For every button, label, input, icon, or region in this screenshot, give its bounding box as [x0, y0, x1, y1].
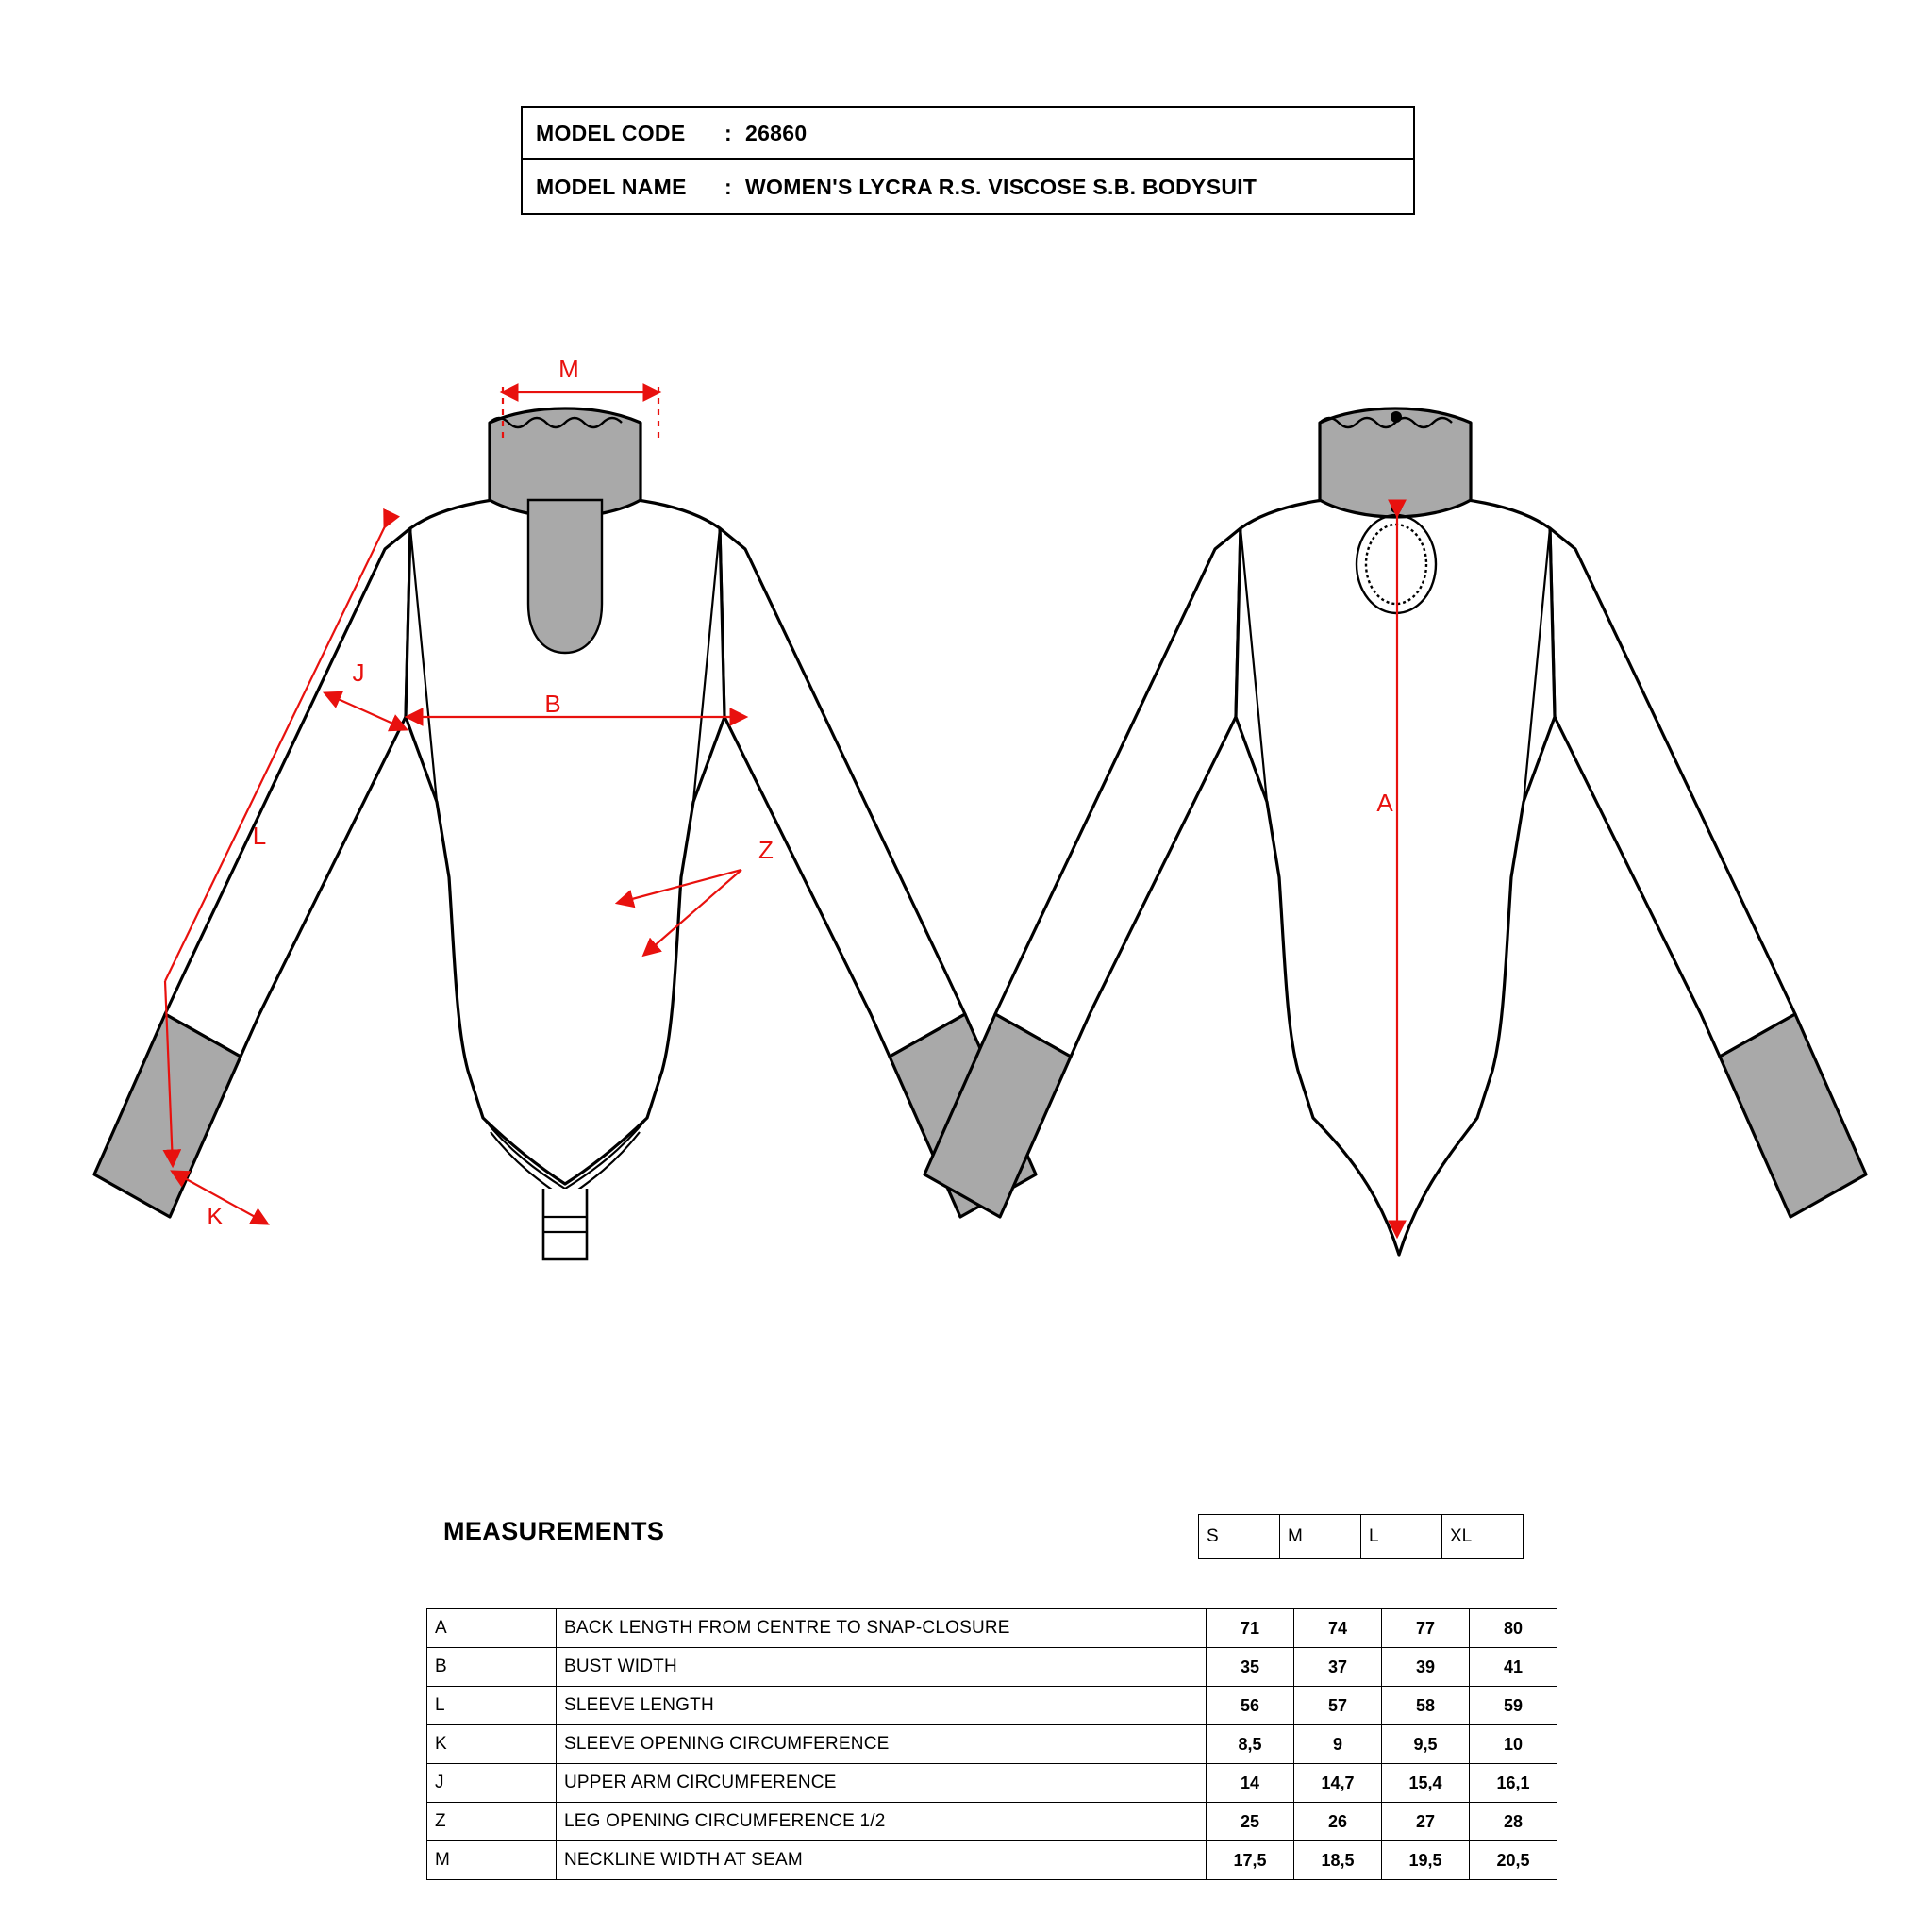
row-value-xl: 59 — [1470, 1687, 1557, 1725]
row-value-m: 18,5 — [1294, 1841, 1382, 1880]
model-name-row — [523, 160, 1413, 213]
measurements-title: MEASUREMENTS — [443, 1517, 665, 1545]
row-value-m: 14,7 — [1294, 1764, 1382, 1803]
size-header-xl: XL — [1442, 1515, 1524, 1559]
row-value-xl: 16,1 — [1470, 1764, 1557, 1803]
front-view-garment — [0, 311, 1036, 1259]
row-value-m: 26 — [1294, 1803, 1382, 1841]
back-button-bottom — [1391, 502, 1402, 513]
row-value-l: 77 — [1382, 1609, 1470, 1648]
label-a: A — [1376, 789, 1393, 817]
label-l: L — [252, 822, 267, 850]
model-name-value: WOMEN'S LYCRA R.S. VISCOSE S.B. BODYSUIT — [745, 174, 1257, 199]
size-header-m: M — [1280, 1515, 1361, 1559]
row-value-l: 9,5 — [1382, 1725, 1470, 1764]
table-row — [427, 1725, 1557, 1764]
row-code: B — [427, 1648, 557, 1687]
table-row — [427, 1803, 1557, 1841]
row-value-s: 25 — [1207, 1803, 1294, 1841]
model-code-label: MODEL CODE — [536, 120, 686, 145]
row-value-xl: 41 — [1470, 1648, 1557, 1687]
model-name-colon: : — [724, 174, 732, 199]
row-value-l: 58 — [1382, 1687, 1470, 1725]
table-row — [427, 1609, 1557, 1648]
label-k: K — [207, 1202, 224, 1230]
row-value-m: 74 — [1294, 1609, 1382, 1648]
row-value-s: 14 — [1207, 1764, 1294, 1803]
front-gusset — [543, 1189, 587, 1259]
row-value-m: 57 — [1294, 1687, 1382, 1725]
row-code: Z — [427, 1803, 557, 1841]
row-value-m: 37 — [1294, 1648, 1382, 1687]
model-code-row — [523, 108, 1413, 160]
row-code: M — [427, 1841, 557, 1880]
model-code-colon: : — [724, 120, 732, 145]
row-code: L — [427, 1687, 557, 1725]
size-header-s: S — [1199, 1515, 1280, 1559]
row-value-xl: 20,5 — [1470, 1841, 1557, 1880]
row-description: LEG OPENING CIRCUMFERENCE 1/2 — [557, 1803, 1207, 1841]
row-value-l: 39 — [1382, 1648, 1470, 1687]
row-value-l: 27 — [1382, 1803, 1470, 1841]
row-value-m: 9 — [1294, 1725, 1382, 1764]
row-value-s: 35 — [1207, 1648, 1294, 1687]
row-description: NECKLINE WIDTH AT SEAM — [557, 1841, 1207, 1880]
back-right-cuff — [1720, 1014, 1866, 1217]
label-m: M — [558, 355, 579, 383]
label-j: J — [352, 658, 365, 687]
size-header-row — [1199, 1515, 1524, 1559]
table-row — [427, 1841, 1557, 1880]
row-code: J — [427, 1764, 557, 1803]
technical-drawing — [0, 311, 1932, 1481]
row-description: SLEEVE LENGTH — [557, 1687, 1207, 1725]
label-z: Z — [758, 836, 774, 864]
front-left-sleeve — [165, 528, 410, 1057]
row-description: UPPER ARM CIRCUMFERENCE — [557, 1764, 1207, 1803]
row-description: BUST WIDTH — [557, 1648, 1207, 1687]
back-right-sleeve — [1550, 528, 1795, 1057]
label-b: B — [544, 690, 561, 718]
front-right-sleeve — [720, 528, 965, 1057]
row-value-s: 71 — [1207, 1609, 1294, 1648]
size-header-table — [1198, 1514, 1524, 1559]
measurements-table — [426, 1608, 1557, 1880]
row-code: K — [427, 1725, 557, 1764]
row-description: SLEEVE OPENING CIRCUMFERENCE — [557, 1725, 1207, 1764]
model-name-label: MODEL NAME — [536, 174, 687, 199]
row-value-xl: 10 — [1470, 1725, 1557, 1764]
model-info-box — [521, 106, 1415, 215]
table-row — [427, 1687, 1557, 1725]
back-body — [1236, 495, 1555, 1255]
row-value-xl: 80 — [1470, 1609, 1557, 1648]
table-row — [427, 1648, 1557, 1687]
size-header-l: L — [1361, 1515, 1442, 1559]
row-value-l: 19,5 — [1382, 1841, 1470, 1880]
back-button-top — [1391, 411, 1402, 423]
row-code: A — [427, 1609, 557, 1648]
row-value-s: 8,5 — [1207, 1725, 1294, 1764]
table-row — [427, 1764, 1557, 1803]
back-view-garment — [924, 408, 1866, 1255]
row-value-l: 15,4 — [1382, 1764, 1470, 1803]
row-value-s: 56 — [1207, 1687, 1294, 1725]
row-value-xl: 28 — [1470, 1803, 1557, 1841]
row-description: BACK LENGTH FROM CENTRE TO SNAP-CLOSURE — [557, 1609, 1207, 1648]
back-left-sleeve — [995, 528, 1241, 1057]
model-code-value: 26860 — [745, 120, 808, 145]
front-keyhole-panel — [528, 500, 602, 653]
row-value-s: 17,5 — [1207, 1841, 1294, 1880]
